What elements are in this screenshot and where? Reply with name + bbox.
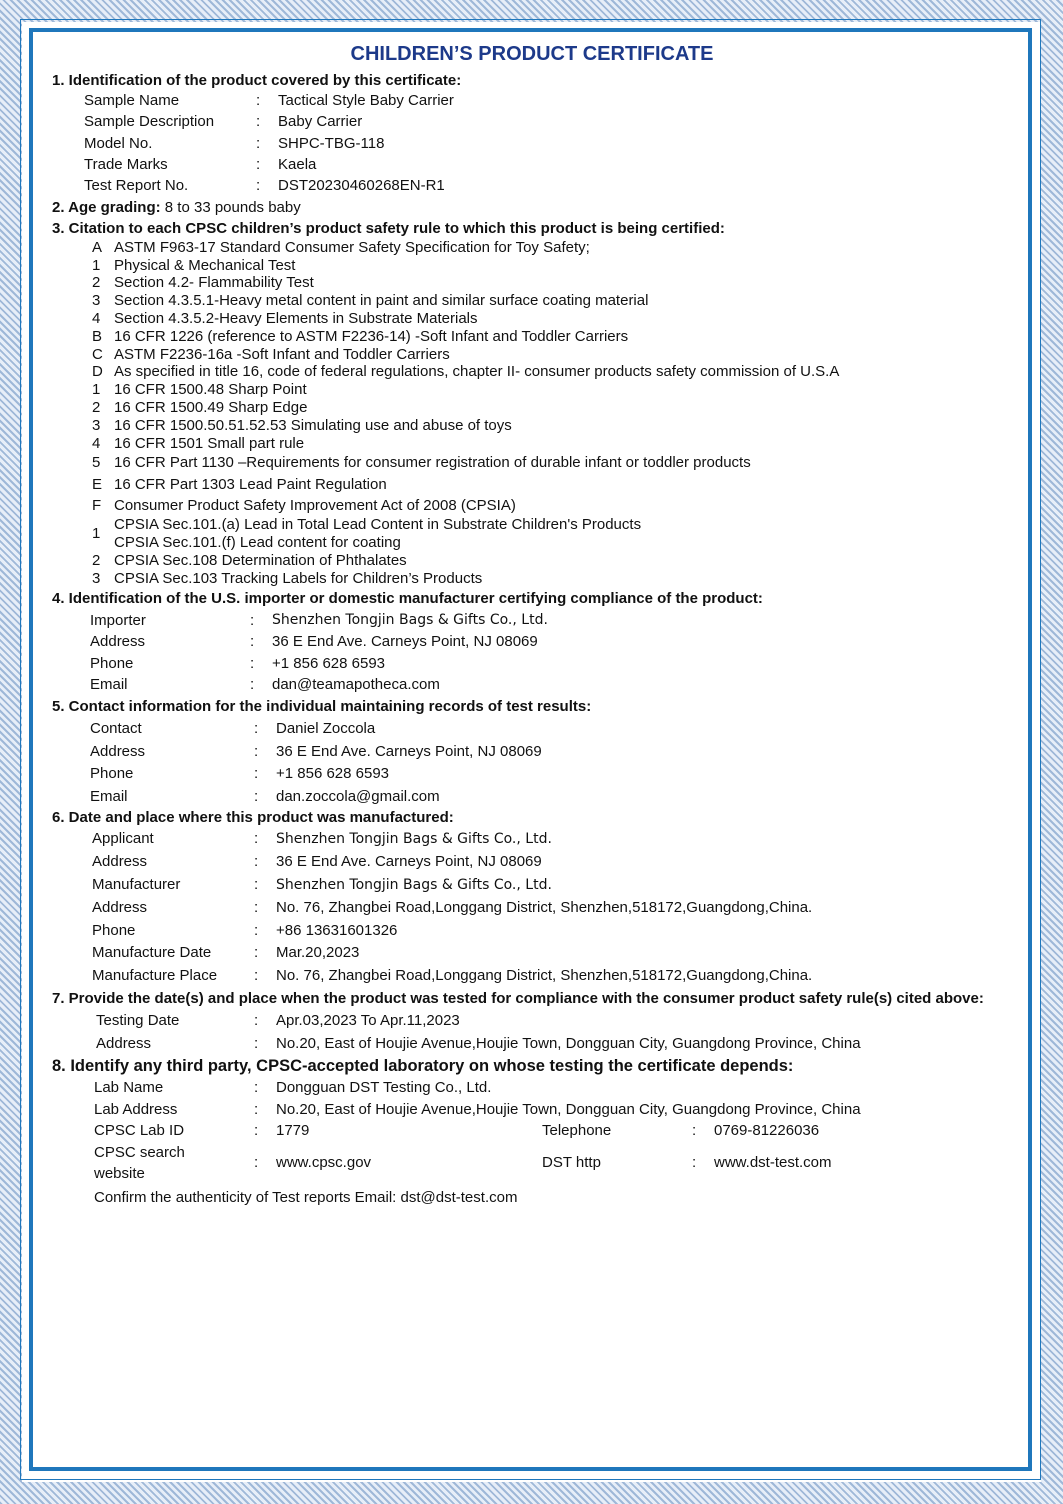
cpsc-website-link[interactable]: www.cpsc.gov [276,1154,372,1172]
kv-row: Email : dan.zoccola@gmail.com [90,787,440,805]
citation-item: 5 16 CFR Part 1130 –Requirements for consumer registration of durable infant or toddler products [92,454,751,472]
citation-item: 1 CPSIA Sec.101.(a) Lead in Total Lead Content in Substrate Children's Products CPSIA Sec.101.(f) Lead content for coating [92,516,642,552]
kv-row: Sample Name : Tactical Style Baby Carrier [84,90,1012,111]
lab-info [94,1077,1012,1209]
kv-row: Phone : +1 856 628 6593 [90,765,390,783]
section-3-heading: 3. Citation to each CPSC children’s product safety rule to which this product is being certified: [52,219,725,237]
kv-row: Contact : Daniel Zoccola [90,719,376,737]
kv-row: Address : No. 76, Zhangbei Road,Longgang District, Shenzhen,518172,Guangdong,China. [92,898,813,916]
section-2 [52,197,1012,218]
section-5-rows [90,718,1012,808]
kv-row: Address : 36 E End Ave. Carneys Point, NJ 08069 [90,633,538,651]
citation-item: B 16 CFR 1226 (reference to ASTM F2236-14) -Soft Infant and Toddler Carriers [92,327,629,345]
kv-row: Address : No.20, East of Houjie Avenue,Houjie Town, Dongguan City, Guangdong Province, China [96,1034,861,1052]
kv-row: Phone : +86 13631601326 [92,921,398,939]
section-4-rows [90,610,1012,696]
section-6-heading: 6. Date and place where this product was manufactured: [52,809,454,827]
field-value: Baby Carrier [278,113,363,131]
citation-item: C ASTM F2236-16a -Soft Infant and Toddler Carriers [92,345,450,363]
lab-id: 1779 [276,1122,310,1140]
kv-row: Importer : Shenzhen Tongjin Bags & Gifts Co., Ltd. [90,611,548,629]
lab-address: No.20, East of Houjie Avenue,Houjie Town, Dongguan City, Guangdong Province, China [276,1100,861,1118]
kv-row: Address : 36 E End Ave. Carneys Point, NJ 08069 [92,853,542,871]
field-label: Model No. [84,134,153,152]
authenticity-note: Confirm the authenticity of Test reports Email: dst@dst-test.com [94,1188,518,1206]
dst-website-link[interactable]: www.dst-test.com [714,1154,832,1172]
field-value: Kaela [278,156,317,174]
citation-item: 2 CPSIA Sec.108 Determination of Phthalates [92,551,407,569]
kv-row: Lab Address : No.20, East of Houjie Avenue,Houjie Town, Dongguan City, Guangdong Province, China [94,1099,1012,1121]
citation-item: E 16 CFR Part 1303 Lead Paint Regulation [92,476,387,494]
citation-item: 2 16 CFR 1500.49 Sharp Edge [92,399,308,416]
certificate-content [52,42,1012,1208]
kv-row: Manufacture Date : Mar.20,2023 [92,944,360,962]
kv-row: Manufacture Place : No. 76, Zhangbei Road,Longgang District, Shenzhen,518172,Guangdong,China. [92,967,813,985]
section-6-rows [92,828,1012,988]
lab-telephone: 0769-81226036 [714,1122,820,1140]
field-value: SHPC-TBG-118 [278,134,385,152]
section-7-heading: 7. Provide the date(s) and place when the product was tested for compliance with the consumer product safety rule(s) cited above: [52,989,984,1007]
kv-row: Email : dan@teamapotheca.com [90,676,440,694]
kv-row: Address : 36 E End Ave. Carneys Point, NJ 08069 [90,742,542,760]
section-1-rows [84,90,1012,197]
section-5-heading: 5. Contact information for the individual maintaining records of test results: [52,697,592,715]
citation-item: D As specified in title 16, code of federal regulations, chapter II- consumer products safety commission of U.S.A [92,363,840,381]
kv-row: Sample Description : Baby Carrier [84,111,1012,132]
field-label: Trade Marks [84,156,168,174]
citation-item: 3 Section 4.3.5.1-Heavy metal content in paint and similar surface coating material [92,292,649,310]
kv-row: Applicant : Shenzhen Tongjin Bags & Gifts Co., Ltd. [92,830,552,848]
kv-row: Trade Marks : Kaela [84,154,1012,175]
page-title: CHILDREN’S PRODUCT CERTIFICATE [350,43,714,65]
citation-item: 1 16 CFR 1500.48 Sharp Point [92,381,307,399]
field-label: Test Report No. [84,177,189,195]
field-label: Sample Description [84,113,215,131]
citation-item: F Consumer Product Safety Improvement Act of 2008 (CPSIA) [92,497,516,515]
section-4-heading: 4. Identification of the U.S. importer or domestic manufacturer certifying compliance of the product: [52,589,763,607]
section-1-heading: 1. Identification of the product covered by this certificate: [52,72,462,89]
citation-item: 2 Section 4.2- Flammability Test [92,274,314,292]
section-2-heading: 2. Age grading: [52,198,161,216]
citation-item: 3 CPSIA Sec.103 Tracking Labels for Children’s Products [92,569,483,587]
kv-row: CPSC search website : www.cpsc.gov DST http : www.dst-test.com [94,1143,832,1183]
citation-item: 3 16 CFR 1500.50.51.52.53 Simulating use and abuse of toys [92,416,512,434]
section-7-rows [96,1009,1012,1055]
field-value: Tactical Style Baby Carrier [278,91,454,109]
citation-item: 4 Section 4.3.5.2-Heavy Elements in Substrate Materials [92,310,478,328]
lab-name: Dongguan DST Testing Co., Ltd. [276,1078,492,1096]
section-8-heading: 8. Identify any third party, CPSC-accepted laboratory on whose testing the certificate depends: [52,1056,794,1075]
kv-row: Model No. : SHPC-TBG-118 [84,133,1012,154]
citation-item: A ASTM F963-17 Standard Consumer Safety Specification for Toy Safety; [92,238,590,256]
citation-item: 1 Physical & Mechanical Test [92,256,296,274]
field-label: Sample Name [84,91,180,109]
kv-row: Lab Name : Dongguan DST Testing Co., Ltd. [94,1077,1012,1099]
field-value: DST20230460268EN-R1 [278,177,445,195]
kv-row: Testing Date : Apr.03,2023 To Apr.11,2023 [96,1011,460,1029]
citation-item: 4 16 CFR 1501 Small part rule [92,434,305,452]
age-grading-value: 8 to 33 pounds baby [164,198,301,216]
kv-row: Test Report No. : DST20230460268EN-R1 [84,175,1012,196]
kv-row: Manufacturer : Shenzhen Tongjin Bags & Gifts Co., Ltd. [92,875,552,893]
kv-row: CPSC Lab ID : 1779 Telephone : 0769-81226036 [94,1120,1012,1142]
citation-list [52,239,1012,588]
kv-row: Phone : +1 856 628 6593 [90,654,386,672]
